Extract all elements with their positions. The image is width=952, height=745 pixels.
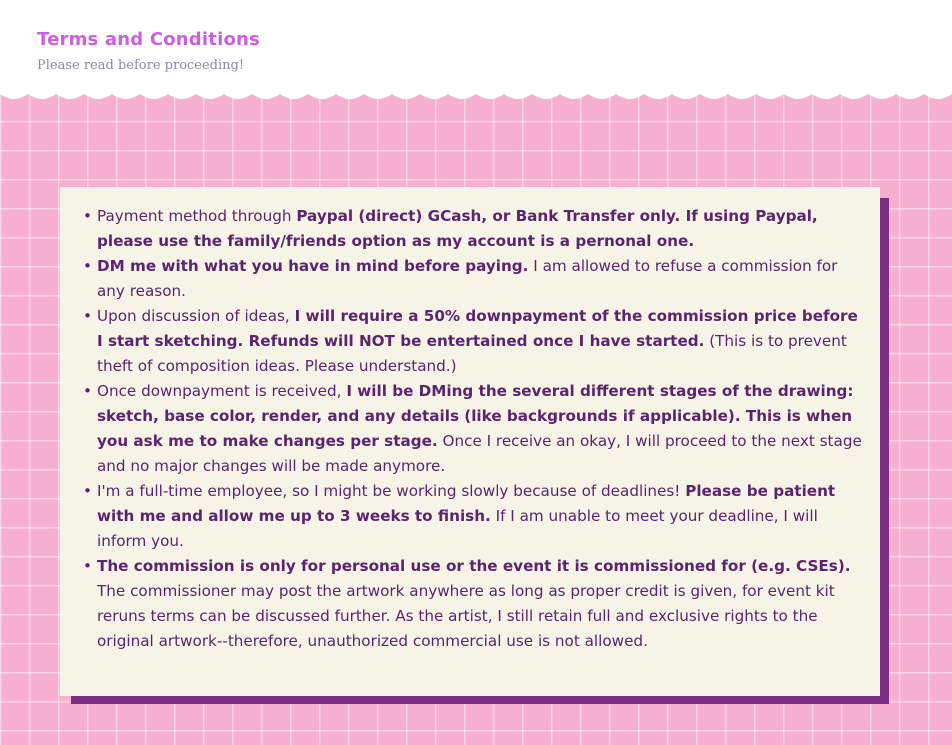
term-item bbox=[60, 554, 880, 654]
term-text-2-0: Upon discussion of ideas, bbox=[97, 307, 295, 325]
bullet-icon: • bbox=[83, 257, 92, 275]
terms-list bbox=[60, 204, 880, 654]
bullet-icon: • bbox=[83, 307, 92, 325]
term-text-2-1: I will require a 50% downpayment of the commission price before I start sketching. Refunds will NOT be entertained once I have started. bbox=[97, 307, 858, 350]
term-text-4-0: I'm a full-time employee, so I might be working slowly because of deadlines! bbox=[97, 482, 686, 500]
term-item bbox=[60, 254, 880, 304]
term-text-5-1: The commissioner may post the artwork anywhere as long as proper credit is given, for event kit reruns terms can be discussed further. As the artist, I still retain full and exclusive rights to the original artwork--therefore, unauthorized commercial use is not allowed. bbox=[97, 582, 835, 650]
bullet-icon: • bbox=[83, 207, 92, 225]
scalloped-edge bbox=[0, 88, 952, 102]
term-item bbox=[60, 479, 880, 554]
bullet-icon: • bbox=[83, 557, 92, 575]
term-item bbox=[60, 304, 880, 379]
terms-card bbox=[60, 187, 880, 696]
page-header bbox=[0, 0, 952, 100]
term-text-3-0: Once downpayment is received, bbox=[97, 382, 347, 400]
term-text-3-2: Once I receive an okay, I will proceed to the next stage and no major changes will be made anymore. bbox=[97, 432, 862, 475]
page-title: Terms and Conditions bbox=[37, 29, 260, 50]
term-text-4-2: If I am unable to meet your deadline, I will inform you. bbox=[97, 507, 818, 550]
term-item bbox=[60, 379, 880, 479]
term-text-1-0: DM me with what you have in mind before paying. bbox=[97, 257, 529, 275]
term-text-0-0: Payment method through bbox=[97, 207, 297, 225]
term-text-3-1: I will be DMing the several different stages of the drawing: sketch, base color, render, and any details (like backgrounds if applicable). This is when you ask me to make changes per stage. bbox=[97, 382, 854, 450]
page-subtitle: Please read before proceeding! bbox=[37, 58, 245, 73]
bullet-icon: • bbox=[83, 382, 92, 400]
term-item bbox=[60, 204, 880, 254]
term-text-0-1: Paypal (direct) GCash, or Bank Transfer only. If using Paypal, please use the family/friends option as my account is a pernonal one. bbox=[97, 207, 818, 250]
term-text-1-1: I am allowed to refuse a commission for any reason. bbox=[97, 257, 838, 300]
term-text-5-0: The commission is only for personal use or the event it is commissioned for (e.g. CSEs). bbox=[97, 557, 851, 575]
bullet-icon: • bbox=[83, 482, 92, 500]
term-text-2-2: (This is to prevent theft of composition ideas. Please understand.) bbox=[97, 332, 847, 375]
term-text-4-1: Please be patient with me and allow me up to 3 weeks to finish. bbox=[97, 482, 836, 525]
